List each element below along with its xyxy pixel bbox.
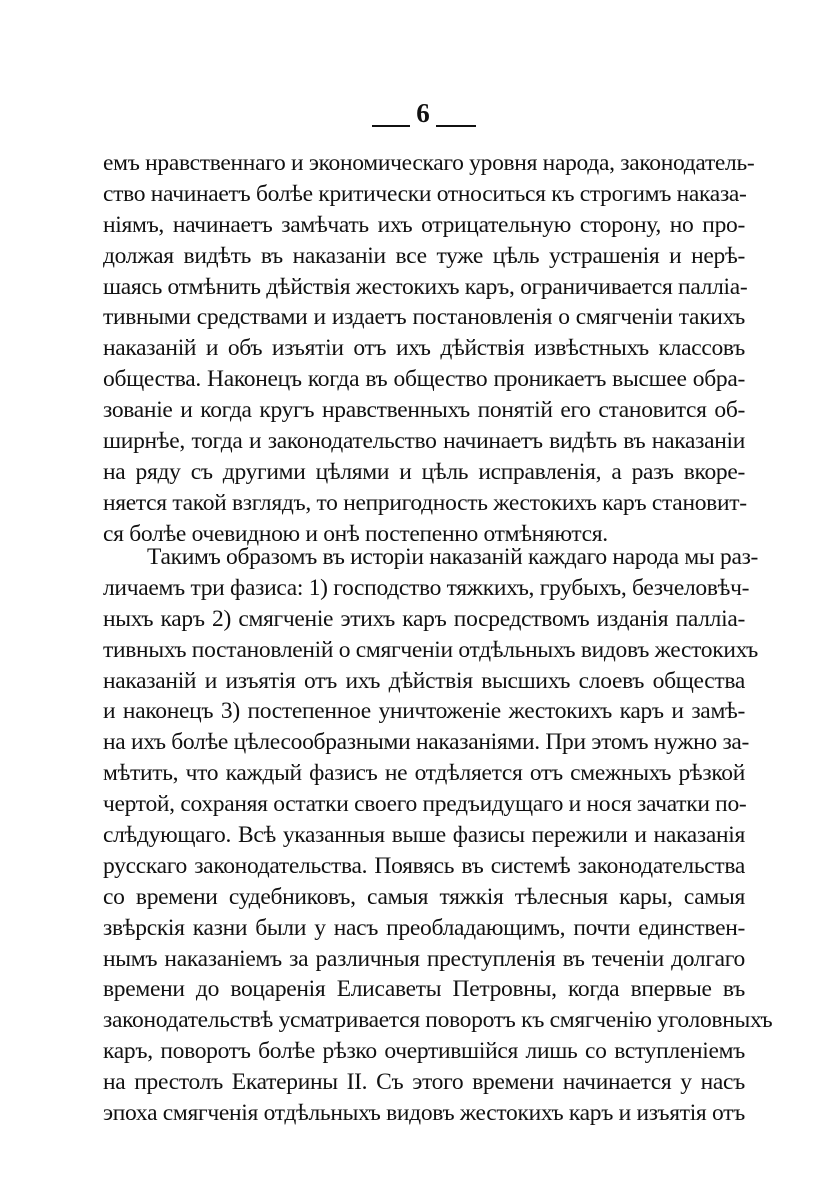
text-line: ся болѣе очевидною и онѣ постепенно отмѣняются.: [103, 520, 608, 547]
text-line: и наконецъ 3) постепенное уничтоженіе жестокихъ каръ и замѣ-: [103, 698, 745, 725]
text-line: должая видѣть въ наказаніи все туже цѣль устрашенія и нерѣ-: [103, 242, 745, 269]
text-line: ныхъ каръ 2) смягченіе этихъ каръ посредствомъ изданія палліа-: [103, 605, 745, 632]
text-line: эпоха смягченія отдѣльныхъ видовъ жестокихъ каръ и изъятія отъ: [103, 1100, 745, 1127]
text-line: звѣрскія казни были у насъ преобладающимъ, почти единствен-: [103, 914, 745, 941]
text-line: законодательствѣ усматривается поворотъ къ смягченію уголовныхъ: [103, 1007, 773, 1034]
text-line: русскаго законодательства. Появясь въ системѣ законодательства: [103, 852, 745, 879]
paragraph-1: [103, 148, 755, 550]
text-line: Такимъ образомъ въ исторіи наказаній каждаго народа мы раз-: [147, 544, 759, 570]
text-line: наказаній и изъятія отъ ихъ дѣйствія высшихъ слоевъ общества: [103, 667, 745, 694]
text-line: слѣдующаго. Всѣ указанныя выше фазисы пережили и наказанія: [103, 822, 745, 849]
text-line: на ряду съ другими цѣлями и цѣль исправленія, а разъ вкоре-: [103, 458, 745, 485]
text-line: ніямъ, начинаетъ замѣчать ихъ отрицательную сторону, но про-: [103, 211, 745, 238]
text-line: каръ, поворотъ болѣе рѣзко очертившійся лишь со вступленіемъ: [103, 1038, 745, 1065]
text-line: чертой, сохраняя остатки своего предъидущаго и нося зачатки по-: [103, 791, 747, 818]
text-line: наказаній и объ изъятіи отъ ихъ дѣйствія извѣстныхъ классовъ: [103, 335, 745, 362]
text-line: нымъ наказаніемъ за различныя преступленія въ теченіи долгаго: [103, 945, 745, 972]
page-header: [0, 98, 840, 134]
text-line: на престолъ Екатерины II. Съ этого времени начинается у насъ: [103, 1069, 745, 1096]
text-line: зованіе и когда кругъ нравственныхъ понятій его становится об-: [103, 397, 745, 424]
text-line: личаемъ три фазиса: 1) господство тяжкихъ, грубыхъ, безчеловѣч-: [103, 574, 750, 601]
text-line: со времени судебниковъ, самыя тяжкія тѣлесныя кары, самыя: [103, 883, 745, 910]
text-line: шаясь отмѣнить дѣйствія жестокихъ каръ, ограничивается палліа-: [103, 273, 748, 300]
text-line: мѣтить, что каждый фазисъ не отдѣляется отъ смежныхъ рѣзкой: [103, 760, 745, 787]
text-line: тивныхъ постановленій о смягченіи отдѣльныхъ видовъ жестокихъ: [103, 636, 759, 663]
text-line: емъ нравственнаго и экономическаго уровня народа, законодатель-: [103, 150, 755, 176]
page-number: 6: [416, 98, 430, 128]
text-line: на ихъ болѣе цѣлесообразными наказаніями. При этомъ нужно за-: [103, 729, 750, 756]
text-line: общества. Наконецъ когда въ общество проникаетъ высшее обра-: [103, 366, 745, 393]
text-line: времени до воцаренія Елисаветы Петровны, когда впервые въ: [103, 976, 745, 1003]
paragraph-2: [103, 542, 773, 1129]
text-line: ство начинаетъ болѣе критически относиться къ строгимъ наказа-: [103, 180, 747, 207]
text-line: тивными средствами и издаетъ постановленія о смягченіи такихъ: [103, 304, 745, 331]
header-rule-right: [436, 125, 476, 127]
header-rule-left: [372, 125, 410, 127]
text-line: ширнѣе, тогда и законодательство начинаетъ видѣть въ наказаніи: [103, 428, 745, 455]
text-line: няется такой взглядъ, то непригодность жестокихъ каръ становит-: [103, 489, 747, 516]
